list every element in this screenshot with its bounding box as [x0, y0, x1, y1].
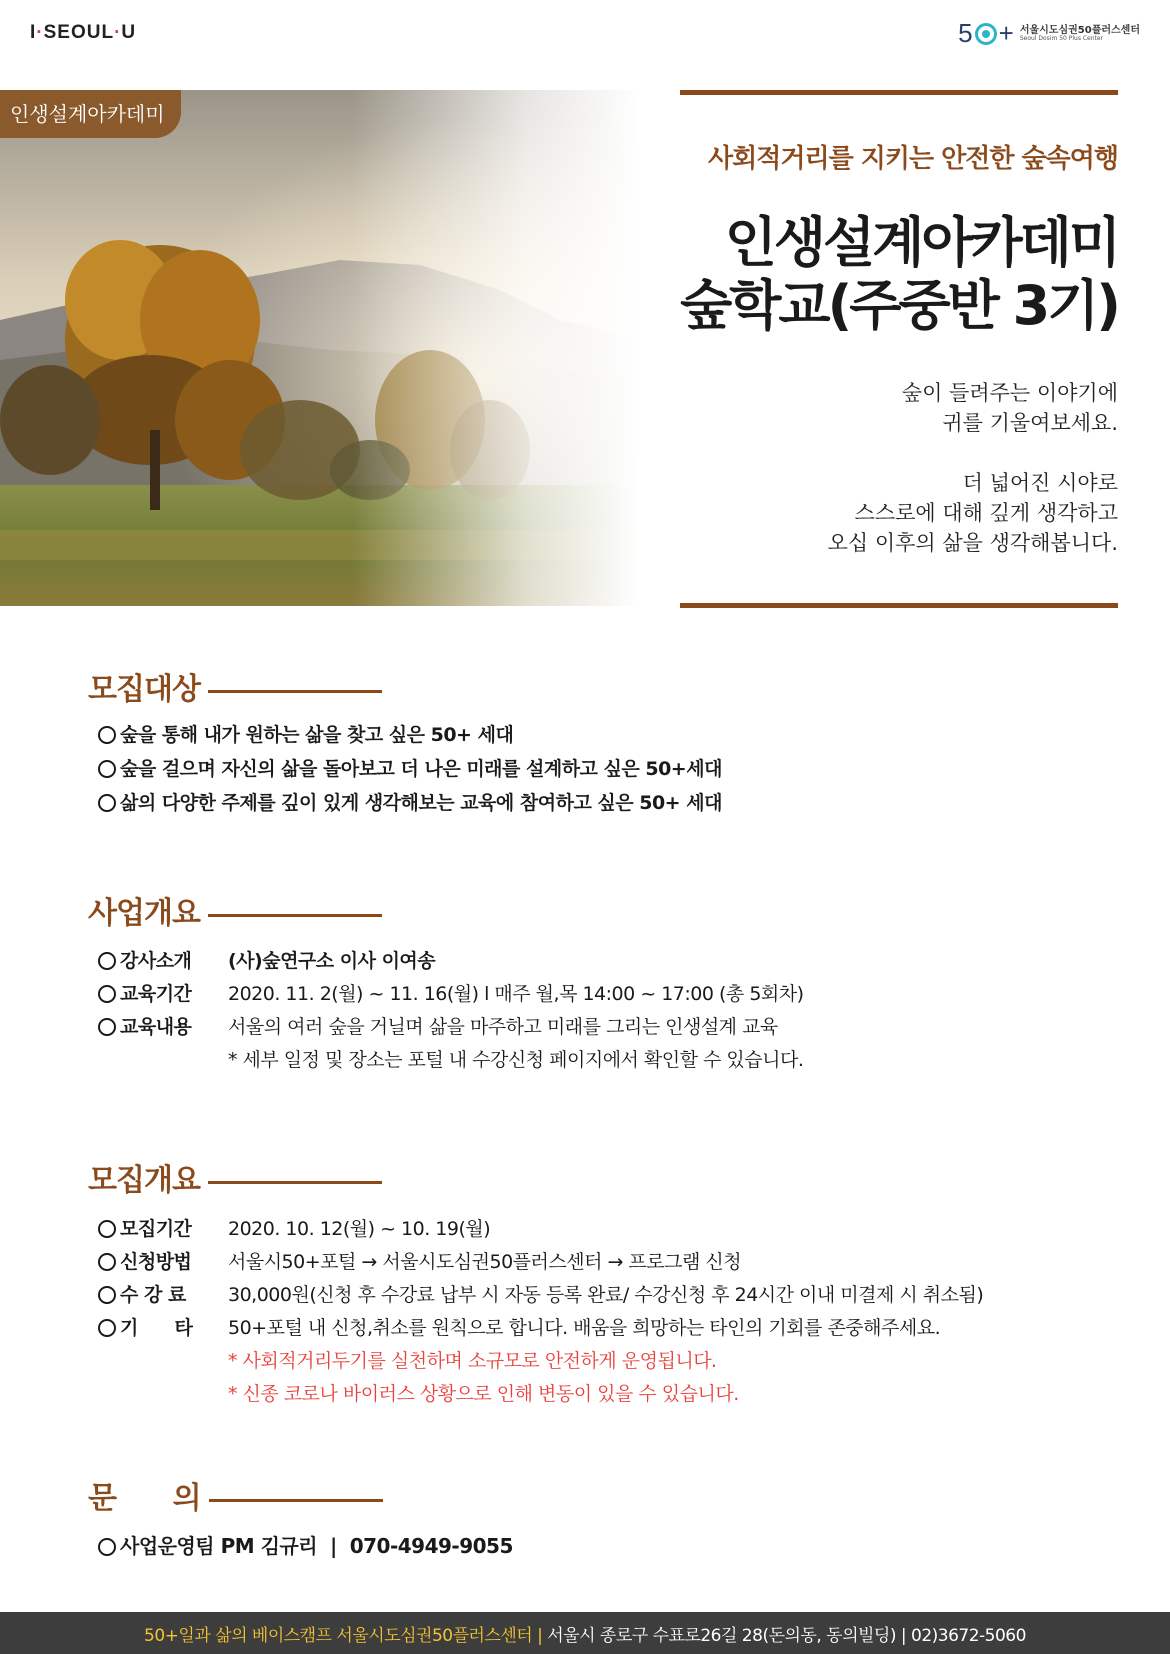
contact-info: 사업운영팀 PM 김규리 | 070-4949-9055: [98, 1530, 513, 1559]
detail-row: 기 타 50+포털 내 신청,취소를 원칙으로 합니다. 배움을 희망하는 타인의 기회를 존중해주세요.: [98, 1312, 983, 1345]
title-bottom-rule: [680, 603, 1118, 608]
center-name-ko: 서울시도심권50플러스센터: [1019, 24, 1140, 36]
list-item: 삶의 다양한 주제를 깊이 있게 생각해보는 교육에 참여하고 싶은 50+ 세대: [98, 786, 722, 820]
covid-note: * 신종 코로나 바이러스 상황으로 인해 변동이 있을 수 있습니다.: [228, 1383, 739, 1405]
circle-bullet-icon: [98, 952, 116, 970]
title-line-2: 숲학교(주중반 3기): [680, 273, 1118, 337]
schedule-note: * 세부 일정 및 장소는 포털 내 수강신청 페이지에서 확인할 수 있습니다.: [228, 1049, 804, 1071]
recruit-details: [98, 1213, 983, 1411]
circle-bullet-icon: [98, 985, 116, 1003]
ring-icon: [975, 23, 997, 45]
circle-bullet-icon: [98, 1286, 116, 1304]
center-logo: [958, 18, 1140, 49]
circle-bullet-icon: [98, 1220, 116, 1238]
safety-note: * 사회적거리두기를 실천하며 소규모로 안전하게 운영됩니다.: [228, 1350, 717, 1372]
footer-highlight: 50+일과 삶의 베이스캠프 서울시도심권50플러스센터 |: [144, 1625, 543, 1646]
section-heading-contact: 문 의: [88, 1473, 383, 1517]
center-name-en: Seoul Dosim 50 Plus Center: [1019, 34, 1104, 42]
section-heading-target: 모집대상: [88, 664, 382, 708]
section-heading-recruit: 모집개요: [88, 1155, 382, 1199]
circle-bullet-icon: [98, 1538, 116, 1556]
page-title: [680, 212, 1118, 337]
circle-bullet-icon: [98, 1253, 116, 1271]
detail-row: 교육내용 서울의 여러 숲을 거닐며 삶을 마주하고 미래를 그리는 인생설계 교육: [98, 1011, 804, 1044]
title-top-rule: [680, 90, 1118, 95]
circle-bullet-icon: [98, 1319, 116, 1337]
section-heading-overview: 사업개요: [88, 888, 382, 932]
event-subtitle: 사회적거리를 지키는 안전한 숲속여행: [707, 144, 1118, 174]
title-line-1: 인생설계아카데미: [724, 211, 1118, 274]
list-item: 숲을 통해 내가 원하는 삶을 찾고 싶은 50+ 세대: [98, 718, 722, 752]
circle-bullet-icon: [98, 760, 116, 778]
seoul-logo: I·SEOUL·U: [30, 22, 137, 43]
hero-forest-image: [0, 90, 640, 606]
detail-row: 신청방법 서울시50+포털 → 서울시도심권50플러스센터 → 프로그램 신청: [98, 1246, 983, 1279]
circle-bullet-icon: [98, 794, 116, 812]
detail-row: 모집기간 2020. 10. 12(월) ~ 10. 19(월): [98, 1213, 983, 1246]
circle-bullet-icon: [98, 726, 116, 744]
target-list: [98, 718, 722, 820]
overview-details: [98, 945, 804, 1077]
intro-text: 숲이 들려주는 이야기에 귀를 기울여보세요. 더 넓어진 시야로 스스로에 대해 깊게 생각하고 오십 이후의 삶을 생각해봅니다.: [827, 381, 1118, 555]
list-item: 숲을 걸으며 자신의 삶을 돌아보고 더 나은 미래를 설계하고 싶은 50+세대: [98, 752, 722, 786]
detail-row: 수 강 료 30,000원(신청 후 수강료 납부 시 자동 등록 완료/ 수강신청 후 24시간 이내 미결제 시 취소됨): [98, 1279, 983, 1312]
circle-bullet-icon: [98, 1018, 116, 1036]
detail-row: 강사소개 (사)숲연구소 이사 이여송: [98, 945, 804, 978]
detail-row: 교육기간 2020. 11. 2(월) ~ 11. 16(월) l 매주 월,목 14:00 ~ 17:00 (총 5회차): [98, 978, 804, 1011]
footer-bar: [0, 1612, 1170, 1654]
program-tag: 인생설계아카데미: [0, 90, 181, 138]
footer-address: 서울시 종로구 수표로26길 28(돈의동, 동의빌딩) | 02)3672-5060: [542, 1625, 1026, 1646]
fifty-plus-logo-mark: 5 +: [958, 18, 1014, 48]
